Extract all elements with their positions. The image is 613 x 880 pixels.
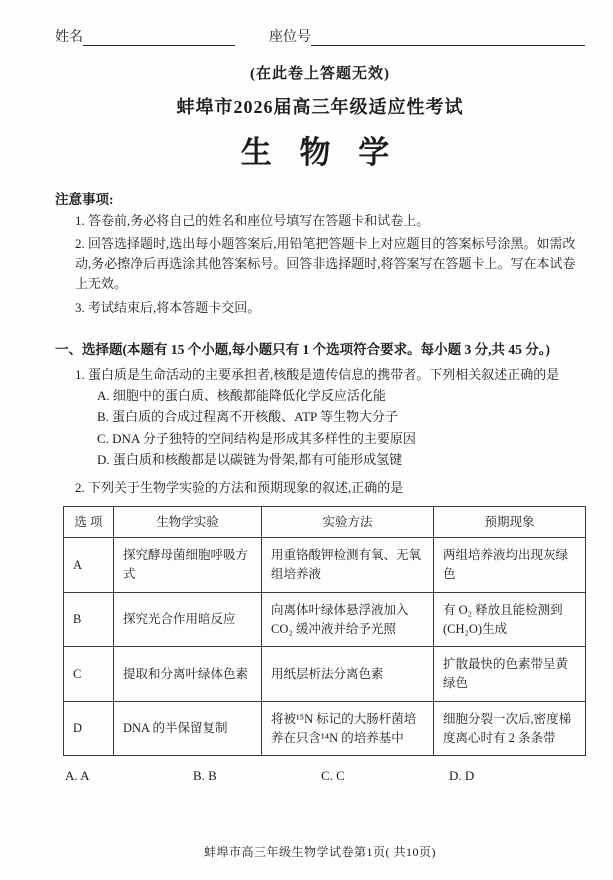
- column-header-method: 实验方法: [262, 506, 434, 538]
- exam-title: 蚌埠市2026届高三年级适应性考试: [176, 97, 464, 117]
- note-item-3: 3. 考试结束后,将本答题卡交回。: [75, 299, 261, 315]
- row-d-method: 将被¹⁵N 标记的大肠杆菌培养在只含¹⁴N 的培养基中: [262, 701, 434, 756]
- invalid-notice: (在此卷上答题无效): [250, 66, 390, 82]
- row-c-expected: 扩散最快的色素带呈黄绿色: [434, 647, 586, 702]
- seat-label: 座位号: [269, 30, 311, 45]
- seat-blank-line: [311, 31, 585, 46]
- question-1-option-c: C. DNA 分子独特的空间结构是形成其多样性的主要原因: [97, 430, 416, 446]
- column-header-expected: 预期现象: [434, 506, 586, 538]
- notes-heading: 注意事项:: [55, 192, 114, 207]
- question-1-option-b: B. 蛋白质的合成过程离不开核酸、ATP 等生物大分子: [97, 409, 399, 425]
- row-d-expected: 细胞分裂一次后,密度梯度离心时有 2 条条带: [434, 701, 586, 756]
- answer-choice-b: B. B: [193, 768, 217, 784]
- note-item-1: 1. 答卷前,务必将自己的姓名和座位号填写在答题卡和试卷上。: [75, 213, 430, 228]
- row-b-option: B: [64, 592, 114, 647]
- answer-choice-d: D. D: [449, 768, 475, 784]
- row-a-method: 用重铬酸钾检测有氧、无氧组培养液: [262, 538, 434, 593]
- row-b-expected: 有 O₂ 释放且能检测到(CH₂O)生成: [434, 592, 586, 647]
- row-c-experiment: 提取和分离叶绿体色素: [114, 647, 262, 702]
- table-row: [64, 647, 586, 702]
- column-header-experiment: 生物学实验: [114, 506, 262, 538]
- table-row: [64, 538, 586, 593]
- question-2-stem: 2. 下列关于生物学实验的方法和预期现象的叙述,正确的是: [75, 479, 404, 495]
- row-b-method: 向离体叶绿体悬浮液加入 CO₂ 缓冲液并给予光照: [262, 592, 434, 647]
- row-d-experiment: DNA 的半保留复制: [114, 701, 262, 756]
- name-label: 姓名: [55, 30, 83, 45]
- header-fill-row: [55, 26, 585, 46]
- row-c-method: 用纸层析法分离色素: [262, 647, 434, 702]
- page-footer: 蚌埠市高三年级生物学试卷第1页( 共10页): [204, 845, 436, 859]
- row-a-option: A: [64, 538, 114, 593]
- table-row: [64, 701, 586, 756]
- row-d-option: D: [64, 701, 114, 756]
- answer-choice-c: C. C: [321, 768, 345, 784]
- column-header-option: 选 项: [64, 506, 114, 538]
- question-2-table: [63, 506, 586, 757]
- question-2-answer-choices: [65, 768, 585, 784]
- question-1-option-d: D. 蛋白质和核酸都是以碳链为骨架,都有可能形成氢键: [97, 452, 403, 468]
- question-1-option-a: A. 细胞中的蛋白质、核酸都能降低化学反应活化能: [97, 387, 386, 403]
- question-1-stem: 1. 蛋白质是生命活动的主要承担者,核酸是遗传信息的携带者。下列相关叙述正确的是: [75, 366, 560, 382]
- section-heading: 一、选择题(本题有 15 个小题,每小题只有 1 个选项符合要求。每小题 3 分,共 45 分。): [55, 341, 550, 357]
- row-b-experiment: 探究光合作用暗反应: [114, 592, 262, 647]
- row-a-expected: 两组培养液均出现灰绿色: [434, 538, 586, 593]
- answer-choice-a: A. A: [65, 768, 90, 784]
- note-item-2: 2. 回答选择题时,选出每小题答案后,用铅笔把答题卡上对应题目的答案标号涂黑。如需改动,务必擦净后再选涂其他答案标号。回答非选择题时,将答案写在答题卡上。写在本试卷上无效。: [75, 236, 576, 292]
- subject-title: 生 物 学: [240, 135, 400, 170]
- table-row: [64, 592, 586, 647]
- table-header-row: [64, 506, 586, 538]
- row-a-experiment: 探究酵母菌细胞呼吸方式: [114, 538, 262, 593]
- row-c-option: C: [64, 647, 114, 702]
- name-blank-line: [83, 31, 235, 46]
